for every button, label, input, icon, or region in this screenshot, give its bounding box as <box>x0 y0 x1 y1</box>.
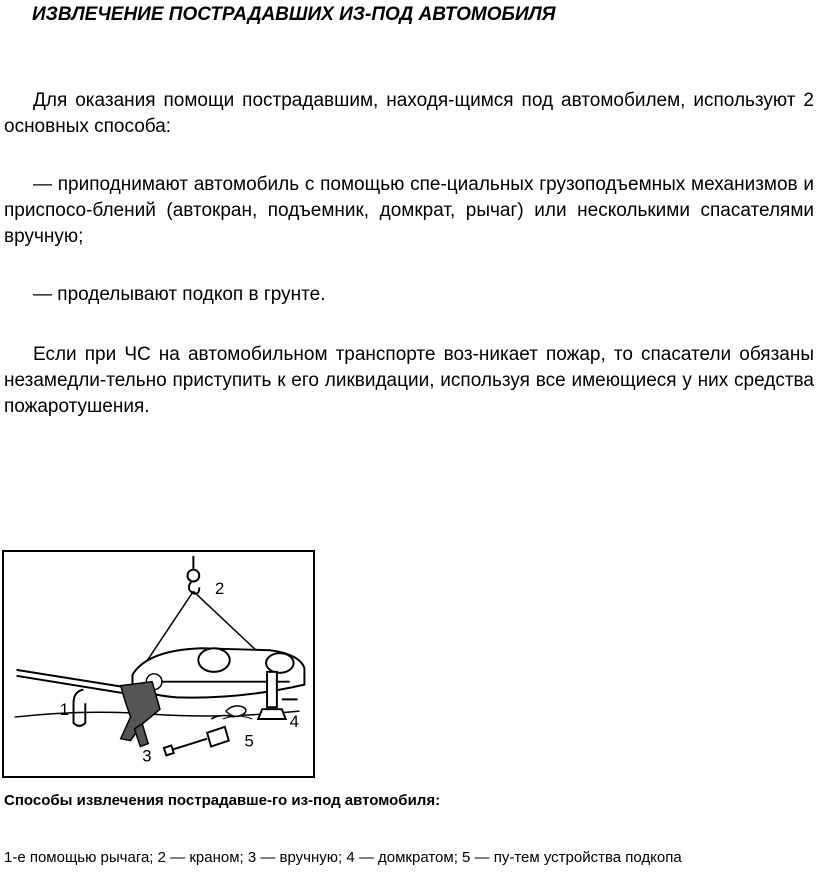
rescuer-figure <box>121 674 162 747</box>
crane-hook <box>187 556 199 594</box>
figure-label-3: 3 <box>142 746 152 766</box>
rescue-illustration <box>2 550 315 778</box>
paragraph-intro: Для оказания помощи пострадавшим, находя-щимся под автомобилем, используют 2 основных способа: <box>4 90 814 137</box>
figure-label-2: 2 <box>214 579 225 599</box>
rescue-illustration-svg <box>4 552 313 776</box>
figure-label-1: 1 <box>59 700 70 720</box>
paragraph-method-lift: — приподнимают автомобиль с помощью спе-циальных грузоподъемных механизмов и приспосо-блений (автокран, подъемник, домкрат, рычаг) или несколькими спасателями вручную; <box>4 174 814 247</box>
figure-caption-title: Способы извлечения пострадавше-го из-под автомобиля: <box>4 792 441 809</box>
shovel <box>164 727 229 756</box>
paragraph-fire: Если при ЧС на автомобильном транспорте воз-никает пожар, то спасатели обязаны незамедли-тельно приступить к его ликвидации, используя все имеющиеся у них средства пожаротушения. <box>4 344 814 417</box>
figure-caption-text: 1-е помощью рычага; 2 — краном; 3 — вручную; 4 — домкратом; 5 — пу-тем устройства подкопа <box>4 849 682 866</box>
paragraph-method-dig: — проделывают подкоп в грунте. <box>33 284 326 305</box>
page-title: ИЗВЛЕЧЕНИЕ ПОСТРАДАВШИХ ИЗ-ПОД АВТОМОБИЛЯ <box>32 4 556 25</box>
overturned-car <box>132 648 304 697</box>
figure-label-4: 4 <box>289 711 299 731</box>
figure-label-5: 5 <box>244 731 254 751</box>
